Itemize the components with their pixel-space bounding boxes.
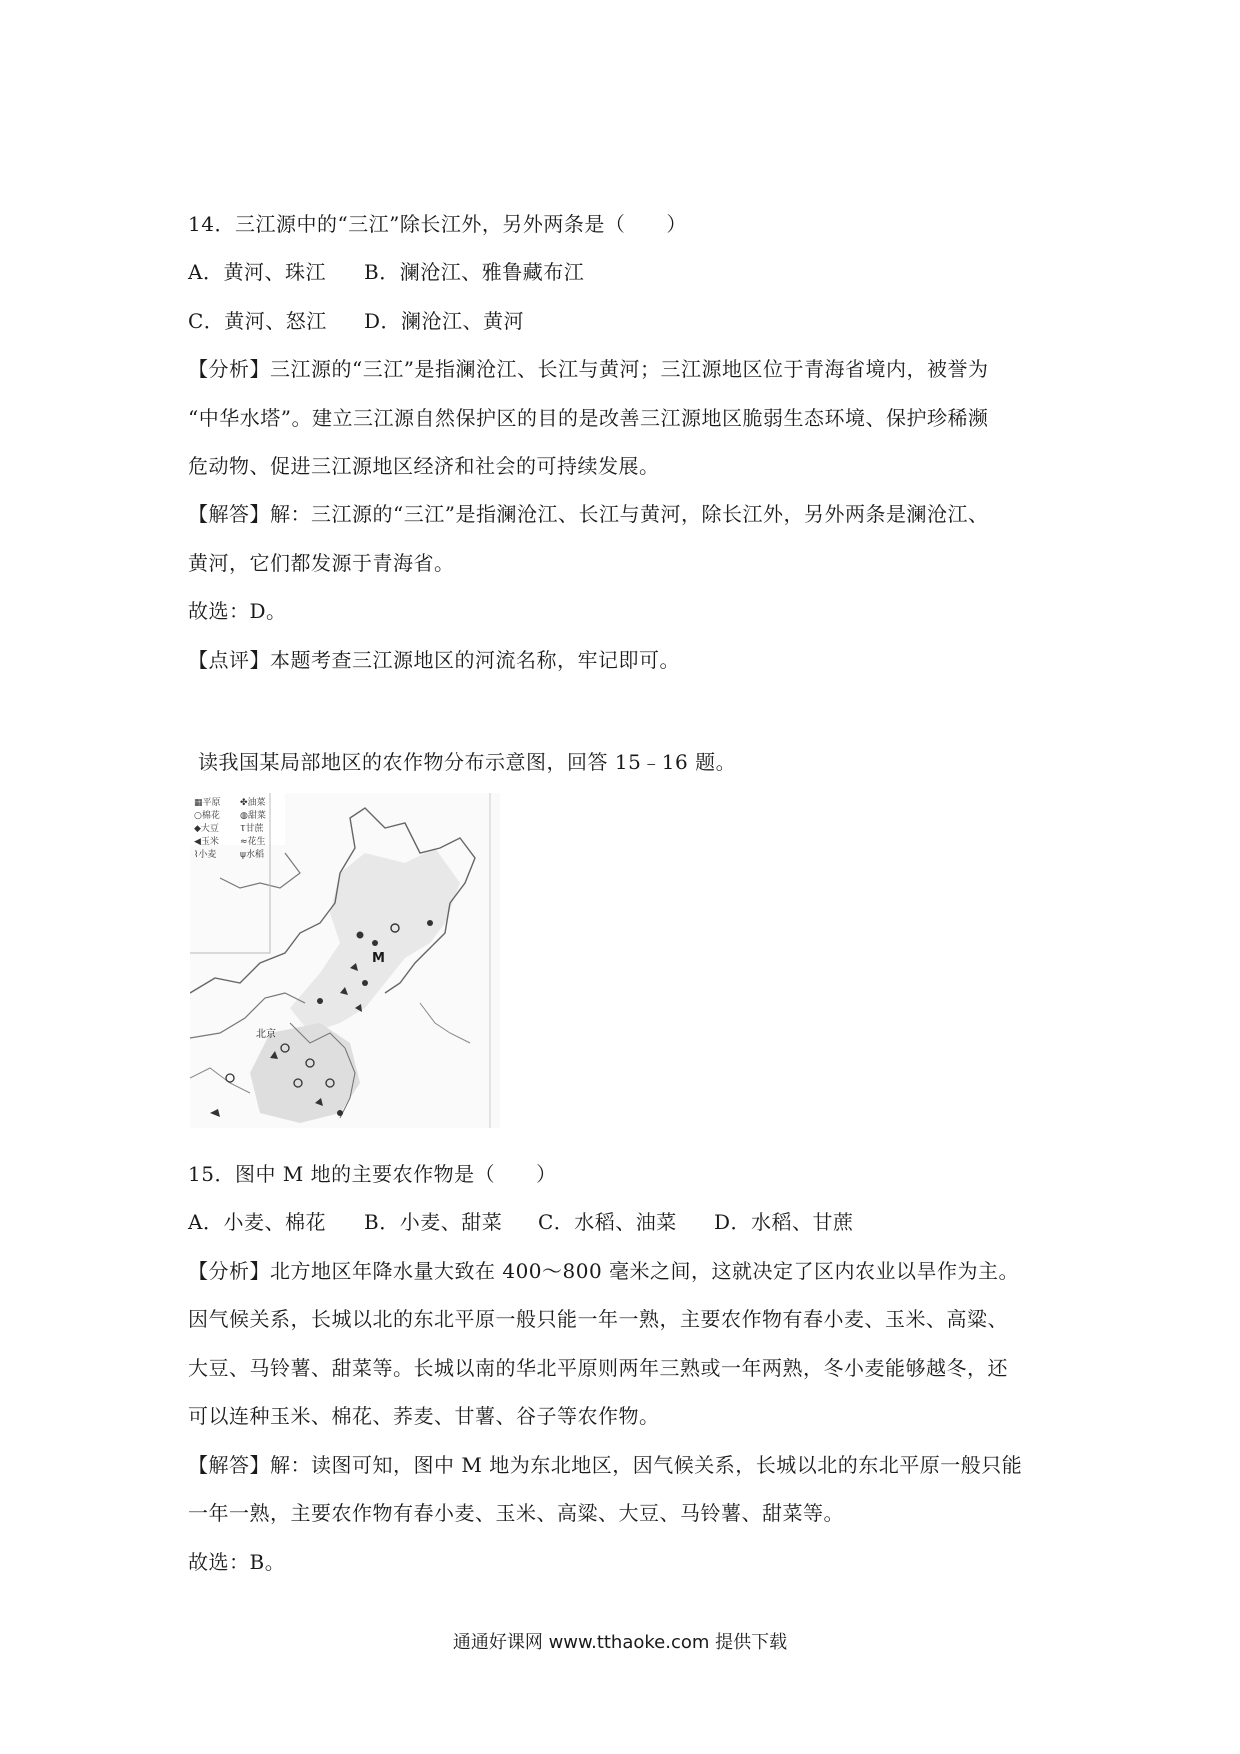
sugarcane-icon: Ⲧ — [240, 824, 246, 834]
crop-distribution-map — [190, 793, 500, 1128]
beet-icon: ◍ — [240, 811, 248, 821]
plain-icon: ▦ — [194, 798, 203, 808]
q14-analysis-line: 危动物、促进三江源地区经济和社会的可持续发展。 — [188, 454, 660, 478]
legend-item-sugarcane: Ⲧ甘蔗 — [240, 824, 264, 834]
rapeseed-icon: ✤ — [240, 798, 248, 808]
legend-item-beet: ◍甜菜 — [240, 811, 266, 821]
q14-answer-line: 黄河，它们都发源于青海省。 — [188, 551, 455, 575]
q15-option-b: B．小麦、甜菜 — [364, 1210, 503, 1234]
page-footer: 通通好课网 www.tthaoke.com 提供下载 — [452, 1632, 788, 1653]
map-label-beijing: 北京 — [256, 1029, 276, 1040]
q15-option-d: D．水稻、甘蔗 — [714, 1210, 854, 1234]
rice-icon: ψ — [240, 850, 246, 860]
map-legend — [194, 797, 286, 862]
q15-option-a: A．小麦、棉花 — [188, 1210, 326, 1234]
legend-item-corn: ◀玉米 — [194, 837, 219, 847]
legend-item-cotton: ○棉花 — [194, 811, 220, 821]
q15-answer-line: 【解答】解：读图可知，图中 M 地为东北地区，因气候关系，长城以北的东北平原一般只能 — [188, 1453, 1023, 1477]
legend-item-wheat: ⌇小麦 — [194, 850, 217, 860]
q14-analysis-line: 【分析】三江源的“三江”是指澜沧江、长江与黄河；三江源地区位于青海省境内，被誉为 — [188, 357, 989, 381]
q14-options-row1 — [188, 258, 584, 286]
map-intro: 读我国某局部地区的农作物分布示意图，回答 15﹣16 题。 — [198, 750, 737, 774]
corn-icon: ◀ — [194, 837, 201, 847]
q14-option-c: C．黄河、怒江 — [188, 309, 327, 333]
q15-analysis-line: 大豆、马铃薯、甜菜等。长城以南的华北平原则两年三熟或一年两熟，冬小麦能够越冬，还 — [188, 1356, 1008, 1380]
q14-stem: 14．三江源中的“三江”除长江外，另外两条是（ ） — [188, 212, 687, 236]
q14-analysis-line: “中华水塔”。建立三江源自然保护区的目的是改善三江源地区脆弱生态环境、保护珍稀濒 — [188, 406, 989, 430]
q15-analysis-line: 可以连种玉米、棉花、荞麦、甘薯、谷子等农作物。 — [188, 1404, 660, 1428]
q14-comment: 【点评】本题考查三江源地区的河流名称，牢记即可。 — [188, 648, 680, 672]
map-label-m: M — [372, 951, 385, 966]
q15-stem: 15．图中 M 地的主要农作物是（ ） — [188, 1162, 557, 1186]
q14-option-a: A．黄河、珠江 — [188, 260, 326, 284]
peanut-icon: ≈ — [240, 837, 248, 847]
wheat-icon: ⌇ — [194, 850, 199, 860]
cotton-icon: ○ — [194, 811, 202, 821]
q15-analysis-line: 【分析】北方地区年降水量大致在 400～800 毫米之间，这就决定了区内农业以旱作为主。 — [188, 1259, 1020, 1283]
legend-item-rice: ψ水稻 — [240, 850, 264, 860]
q14-answer-line: 【解答】解：三江源的“三江”是指澜沧江、长江与黄河，除长江外，另外两条是澜沧江、 — [188, 502, 989, 526]
q14-options-row2 — [188, 307, 524, 335]
soybean-icon: ◆ — [194, 824, 201, 834]
q15-option-c: C．水稻、油菜 — [538, 1210, 677, 1234]
legend-item-plain: ▦平原 — [194, 798, 221, 808]
q14-choice: 故选：D。 — [188, 599, 287, 623]
q15-answer-line: 一年一熟，主要农作物有春小麦、玉米、高粱、大豆、马铃薯、甜菜等。 — [188, 1501, 844, 1525]
legend-item-peanut: ≈花生 — [240, 837, 266, 847]
legend-item-rapeseed: ✤油菜 — [240, 798, 266, 808]
q15-choice: 故选：B。 — [188, 1550, 286, 1574]
q14-option-b: B．澜沧江、雅鲁藏布江 — [364, 260, 585, 284]
q15-options — [188, 1208, 854, 1236]
legend-item-soybean: ◆大豆 — [194, 824, 219, 834]
q15-analysis-line: 因气候关系，长城以北的东北平原一般只能一年一熟，主要农作物有春小麦、玉米、高粱、 — [188, 1307, 1008, 1331]
q14-option-d: D．澜沧江、黄河 — [364, 309, 525, 333]
